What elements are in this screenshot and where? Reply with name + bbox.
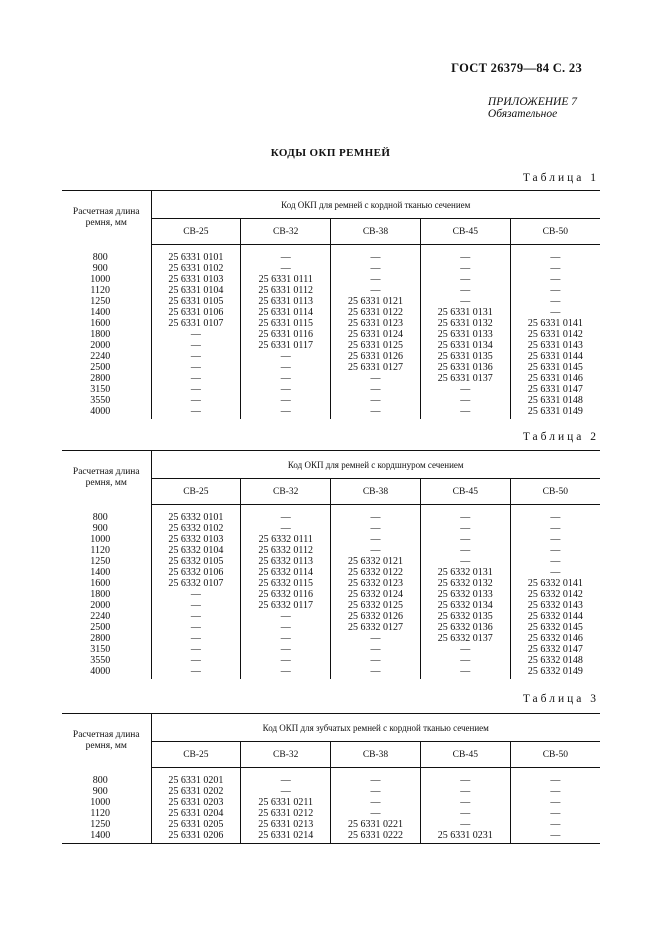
okp-code-cell: 25 6332 0114 bbox=[241, 567, 331, 578]
okp-code-cell: — bbox=[151, 351, 241, 362]
table-row bbox=[62, 395, 600, 406]
okp-table-2 bbox=[62, 450, 600, 679]
okp-code-cell: — bbox=[151, 644, 241, 655]
okp-code-header: Код ОКП для зубчатых ремней с кордной тканью сечением bbox=[151, 714, 600, 742]
okp-code-cell: — bbox=[420, 285, 510, 296]
okp-code-cell: — bbox=[331, 768, 421, 787]
okp-code-cell: 25 6331 0144 bbox=[527, 351, 583, 362]
okp-code-cell: — bbox=[151, 633, 241, 644]
okp-code-cell: 25 6332 0125 bbox=[331, 600, 421, 611]
belt-length-cell: 2500 bbox=[62, 622, 151, 633]
okp-code-cell: 25 6332 0103 bbox=[151, 534, 241, 545]
okp-code-cell: 25 6331 0147 bbox=[527, 384, 583, 395]
okp-code-cell: — bbox=[550, 786, 561, 797]
table-row bbox=[62, 274, 600, 285]
okp-code-cell: 25 6331 0136 bbox=[420, 362, 510, 373]
okp-code-cell: — bbox=[331, 406, 421, 419]
okp-code-cell: — bbox=[241, 263, 331, 274]
okp-code-cell: 25 6332 0106 bbox=[151, 567, 241, 578]
okp-code-cell: 25 6332 0121 bbox=[331, 556, 421, 567]
table-2-caption: Таблица 2 bbox=[522, 431, 599, 443]
okp-code-cell: — bbox=[420, 797, 510, 808]
page-title: КОДЫ ОКП РЕМНЕЙ bbox=[270, 147, 391, 159]
okp-code-cell: 25 6332 0133 bbox=[420, 589, 510, 600]
belt-length-cell: 1600 bbox=[62, 318, 151, 329]
okp-code-cell: — bbox=[241, 666, 331, 679]
okp-code-cell: — bbox=[420, 505, 510, 524]
belt-length-cell: 1250 bbox=[62, 296, 151, 307]
okp-code-cell: — bbox=[550, 567, 561, 578]
table-row bbox=[62, 567, 600, 578]
appendix-label: ПРИЛОЖЕНИЕ 7 bbox=[487, 96, 577, 108]
okp-code-cell: 25 6331 0137 bbox=[420, 373, 510, 384]
okp-code-cell: — bbox=[331, 808, 421, 819]
okp-code-cell: 25 6332 0107 bbox=[151, 578, 241, 589]
okp-code-cell: 25 6331 0111 bbox=[241, 274, 331, 285]
section-header: СВ-38 bbox=[331, 479, 421, 505]
table-row bbox=[62, 622, 600, 633]
table-row bbox=[62, 406, 600, 419]
okp-code-cell: 25 6331 0105 bbox=[151, 296, 241, 307]
okp-code-cell: 25 6331 0121 bbox=[331, 296, 421, 307]
okp-code-cell: — bbox=[331, 523, 421, 534]
okp-code-cell: — bbox=[550, 534, 561, 545]
section-header: СВ-38 bbox=[331, 219, 421, 245]
okp-code-cell: — bbox=[241, 406, 331, 419]
okp-code-cell: 25 6331 0141 bbox=[527, 318, 583, 329]
okp-code-cell: — bbox=[241, 373, 331, 384]
belt-length-cell: 800 bbox=[62, 768, 151, 787]
okp-code-header: Код ОКП для ремней с кордной тканью сечением bbox=[151, 191, 600, 219]
okp-code-cell: — bbox=[420, 786, 510, 797]
okp-code-cell: — bbox=[550, 523, 561, 534]
table-1-caption: Таблица 1 bbox=[522, 172, 599, 184]
appendix-note: Обязательное bbox=[487, 108, 558, 120]
section-header: СВ-32 bbox=[241, 479, 331, 505]
belt-length-cell: 2240 bbox=[62, 351, 151, 362]
table-row bbox=[62, 373, 600, 384]
okp-code-cell: 25 6331 0148 bbox=[527, 395, 583, 406]
okp-code-cell: 25 6331 0115 bbox=[241, 318, 331, 329]
okp-code-cell: — bbox=[420, 666, 510, 679]
okp-code-cell: 25 6331 0112 bbox=[241, 285, 331, 296]
belt-length-cell: 900 bbox=[62, 523, 151, 534]
okp-code-cell: — bbox=[151, 655, 241, 666]
okp-code-cell: — bbox=[241, 362, 331, 373]
okp-code-cell: 25 6332 0115 bbox=[241, 578, 331, 589]
page-header-gost: ГОСТ 26379—84 С. 23 bbox=[451, 61, 582, 75]
okp-code-cell: 25 6331 0117 bbox=[241, 340, 331, 351]
table-row bbox=[62, 611, 600, 622]
belt-length-cell: 3550 bbox=[62, 655, 151, 666]
okp-code-cell: — bbox=[420, 644, 510, 655]
okp-code-cell: — bbox=[241, 505, 331, 524]
table-row bbox=[62, 523, 600, 534]
okp-code-cell: 25 6331 0204 bbox=[151, 808, 241, 819]
okp-code-cell: — bbox=[420, 768, 510, 787]
okp-code-cell: — bbox=[550, 797, 561, 808]
section-header: СВ-50 bbox=[510, 742, 600, 768]
okp-code-cell: — bbox=[331, 245, 421, 264]
okp-code-cell: — bbox=[331, 285, 421, 296]
okp-code-cell: 25 6331 0133 bbox=[420, 329, 510, 340]
table-row bbox=[62, 505, 600, 524]
okp-code-cell: 25 6331 0107 bbox=[151, 318, 241, 329]
table-row bbox=[62, 666, 600, 679]
table-row bbox=[62, 263, 600, 274]
table-row bbox=[62, 600, 600, 611]
okp-code-cell: — bbox=[151, 384, 241, 395]
table-row bbox=[62, 633, 600, 644]
okp-code-cell: 25 6332 0104 bbox=[151, 545, 241, 556]
okp-code-cell: — bbox=[151, 589, 241, 600]
okp-code-cell: 25 6331 0131 bbox=[420, 307, 510, 318]
okp-code-cell: 25 6332 0148 bbox=[527, 655, 583, 666]
section-header: СВ-45 bbox=[420, 742, 510, 768]
table-row bbox=[62, 768, 600, 787]
okp-code-cell: — bbox=[331, 373, 421, 384]
belt-length-cell: 2500 bbox=[62, 362, 151, 373]
okp-code-cell: 25 6332 0147 bbox=[527, 644, 583, 655]
okp-code-cell: — bbox=[151, 362, 241, 373]
okp-code-cell: — bbox=[241, 611, 331, 622]
okp-code-cell: — bbox=[420, 395, 510, 406]
okp-code-cell: 25 6332 0135 bbox=[420, 611, 510, 622]
length-column-header: Расчетная длина ремня, мм bbox=[62, 191, 151, 245]
okp-code-cell: 25 6331 0205 bbox=[151, 819, 241, 830]
belt-length-cell: 800 bbox=[62, 245, 151, 264]
okp-code-cell: 25 6332 0134 bbox=[420, 600, 510, 611]
okp-code-cell: 25 6332 0116 bbox=[241, 589, 331, 600]
okp-code-cell: — bbox=[241, 523, 331, 534]
okp-code-cell: 25 6331 0104 bbox=[151, 285, 241, 296]
belt-length-cell: 900 bbox=[62, 263, 151, 274]
okp-code-cell: — bbox=[420, 655, 510, 666]
okp-code-cell: — bbox=[550, 556, 561, 567]
table-row bbox=[62, 655, 600, 666]
okp-code-cell: — bbox=[331, 633, 421, 644]
okp-code-cell: — bbox=[550, 285, 561, 296]
okp-code-cell: — bbox=[331, 384, 421, 395]
table-row bbox=[62, 351, 600, 362]
belt-length-cell: 2000 bbox=[62, 600, 151, 611]
okp-code-cell: — bbox=[331, 644, 421, 655]
okp-code-cell: 25 6332 0112 bbox=[241, 545, 331, 556]
appendix-block bbox=[488, 96, 577, 120]
okp-code-cell: — bbox=[241, 644, 331, 655]
belt-length-cell: 1120 bbox=[62, 545, 151, 556]
okp-code-cell: — bbox=[151, 406, 241, 419]
okp-code-cell: — bbox=[420, 274, 510, 285]
okp-table-1 bbox=[62, 190, 600, 419]
okp-code-cell: 25 6332 0132 bbox=[420, 578, 510, 589]
okp-code-cell: 25 6332 0111 bbox=[241, 534, 331, 545]
okp-code-cell: 25 6331 0101 bbox=[151, 245, 241, 264]
okp-code-cell: — bbox=[550, 307, 561, 318]
okp-code-cell: — bbox=[331, 545, 421, 556]
table-row bbox=[62, 808, 600, 819]
okp-code-cell: — bbox=[331, 274, 421, 285]
okp-code-cell: — bbox=[420, 263, 510, 274]
okp-code-cell: 25 6332 0105 bbox=[151, 556, 241, 567]
okp-code-cell: — bbox=[151, 395, 241, 406]
belt-length-cell: 900 bbox=[62, 786, 151, 797]
okp-code-cell: — bbox=[331, 797, 421, 808]
okp-code-cell: 25 6332 0101 bbox=[151, 505, 241, 524]
belt-length-cell: 2240 bbox=[62, 611, 151, 622]
okp-code-cell: 25 6332 0124 bbox=[331, 589, 421, 600]
belt-length-cell: 1120 bbox=[62, 285, 151, 296]
section-header: СВ-38 bbox=[331, 742, 421, 768]
okp-code-cell: — bbox=[331, 666, 421, 679]
section-header: СВ-45 bbox=[420, 219, 510, 245]
belt-length-cell: 2000 bbox=[62, 340, 151, 351]
okp-code-cell: 25 6332 0141 bbox=[527, 578, 583, 589]
okp-code-cell: — bbox=[151, 329, 241, 340]
belt-length-cell: 3550 bbox=[62, 395, 151, 406]
belt-length-cell: 1000 bbox=[62, 534, 151, 545]
okp-code-cell: — bbox=[151, 611, 241, 622]
okp-code-cell: 25 6331 0231 bbox=[420, 830, 510, 844]
table-row bbox=[62, 296, 600, 307]
table-row bbox=[62, 329, 600, 340]
okp-code-cell: — bbox=[241, 384, 331, 395]
okp-code-cell: — bbox=[420, 534, 510, 545]
okp-code-cell: — bbox=[420, 545, 510, 556]
okp-code-cell: — bbox=[420, 556, 510, 567]
okp-code-cell: 25 6331 0102 bbox=[151, 263, 241, 274]
belt-length-cell: 1600 bbox=[62, 578, 151, 589]
okp-code-cell: — bbox=[420, 808, 510, 819]
okp-code-cell: 25 6332 0146 bbox=[527, 633, 583, 644]
okp-code-cell: 25 6331 0134 bbox=[420, 340, 510, 351]
okp-code-cell: — bbox=[241, 633, 331, 644]
belt-length-cell: 1250 bbox=[62, 556, 151, 567]
okp-code-cell: — bbox=[550, 545, 561, 556]
section-header: СВ-50 bbox=[510, 219, 600, 245]
okp-code-cell: 25 6331 0221 bbox=[331, 819, 421, 830]
okp-code-cell: — bbox=[420, 384, 510, 395]
okp-code-cell: — bbox=[151, 666, 241, 679]
okp-code-cell: 25 6331 0143 bbox=[527, 340, 583, 351]
okp-code-cell: — bbox=[550, 274, 561, 285]
table-row bbox=[62, 318, 600, 329]
okp-code-cell: — bbox=[331, 655, 421, 666]
okp-code-cell: 25 6331 0123 bbox=[331, 318, 421, 329]
okp-code-cell: 25 6331 0202 bbox=[151, 786, 241, 797]
okp-code-cell: 25 6331 0132 bbox=[420, 318, 510, 329]
okp-code-cell: 25 6331 0127 bbox=[331, 362, 421, 373]
okp-code-cell: 25 6331 0106 bbox=[151, 307, 241, 318]
okp-code-cell: 25 6332 0126 bbox=[331, 611, 421, 622]
table-row bbox=[62, 384, 600, 395]
okp-code-cell: — bbox=[151, 622, 241, 633]
table-row bbox=[62, 534, 600, 545]
okp-code-cell: 25 6332 0123 bbox=[331, 578, 421, 589]
okp-code-cell: 25 6332 0127 bbox=[331, 622, 421, 633]
belt-length-cell: 1800 bbox=[62, 329, 151, 340]
belt-length-cell: 4000 bbox=[62, 406, 151, 419]
okp-code-cell: 25 6331 0116 bbox=[241, 329, 331, 340]
okp-code-cell: — bbox=[550, 819, 561, 830]
okp-code-cell: — bbox=[420, 245, 510, 264]
belt-length-cell: 1000 bbox=[62, 274, 151, 285]
okp-table-3 bbox=[62, 713, 600, 844]
okp-code-cell: — bbox=[331, 505, 421, 524]
okp-code-cell: 25 6332 0137 bbox=[420, 633, 510, 644]
okp-code-cell: — bbox=[510, 830, 600, 844]
okp-code-cell: — bbox=[420, 523, 510, 534]
section-header: СВ-32 bbox=[241, 219, 331, 245]
okp-code-cell: — bbox=[151, 340, 241, 351]
okp-code-cell: — bbox=[331, 263, 421, 274]
okp-code-cell: 25 6331 0222 bbox=[331, 830, 421, 844]
okp-code-cell: — bbox=[420, 819, 510, 830]
okp-code-cell: — bbox=[550, 252, 561, 263]
okp-code-cell: 25 6331 0213 bbox=[241, 819, 331, 830]
okp-code-cell: 25 6331 0211 bbox=[241, 797, 331, 808]
table-row bbox=[62, 578, 600, 589]
okp-code-cell: — bbox=[331, 395, 421, 406]
table-row bbox=[62, 830, 600, 844]
okp-code-cell: — bbox=[241, 655, 331, 666]
okp-code-cell: — bbox=[550, 296, 561, 307]
okp-code-cell: 25 6331 0212 bbox=[241, 808, 331, 819]
okp-code-header: Код ОКП для ремней с кордшнуром сечением bbox=[151, 451, 600, 479]
table-row bbox=[62, 797, 600, 808]
okp-code-cell: — bbox=[241, 351, 331, 362]
table-row bbox=[62, 545, 600, 556]
section-header: СВ-32 bbox=[241, 742, 331, 768]
okp-code-cell: 25 6332 0149 bbox=[527, 666, 583, 677]
okp-code-cell: — bbox=[241, 245, 331, 264]
okp-code-cell: — bbox=[151, 600, 241, 611]
length-column-header: Расчетная длина ремня, мм bbox=[62, 714, 151, 768]
table-3-caption: Таблица 3 bbox=[522, 693, 599, 705]
okp-code-cell: 25 6331 0125 bbox=[331, 340, 421, 351]
okp-code-cell: 25 6331 0203 bbox=[151, 797, 241, 808]
okp-code-cell: — bbox=[550, 263, 561, 274]
okp-code-cell: — bbox=[241, 786, 331, 797]
okp-code-cell: 25 6331 0145 bbox=[527, 362, 583, 373]
okp-code-cell: — bbox=[241, 768, 331, 787]
table-row bbox=[62, 644, 600, 655]
okp-code-cell: 25 6331 0214 bbox=[241, 830, 331, 844]
okp-code-cell: 25 6332 0142 bbox=[527, 589, 583, 600]
section-header: СВ-50 bbox=[510, 479, 600, 505]
okp-code-cell: 25 6331 0113 bbox=[241, 296, 331, 307]
okp-code-cell: — bbox=[331, 534, 421, 545]
okp-code-cell: 25 6332 0143 bbox=[527, 600, 583, 611]
belt-length-cell: 1400 bbox=[62, 830, 151, 844]
table-row bbox=[62, 786, 600, 797]
okp-code-cell: 25 6332 0117 bbox=[241, 600, 331, 611]
section-header: СВ-25 bbox=[151, 479, 241, 505]
length-column-header: Расчетная длина ремня, мм bbox=[62, 451, 151, 505]
okp-code-cell: 25 6331 0142 bbox=[527, 329, 583, 340]
belt-length-cell: 3150 bbox=[62, 644, 151, 655]
okp-code-cell: — bbox=[241, 395, 331, 406]
okp-code-cell: — bbox=[550, 512, 561, 523]
table-row bbox=[62, 362, 600, 373]
okp-code-cell: 25 6331 0114 bbox=[241, 307, 331, 318]
okp-code-cell: 25 6331 0146 bbox=[527, 373, 583, 384]
okp-code-cell: 25 6332 0144 bbox=[527, 611, 583, 622]
okp-code-cell: — bbox=[241, 622, 331, 633]
table-row bbox=[62, 556, 600, 567]
table-row bbox=[62, 819, 600, 830]
okp-code-cell: 25 6331 0206 bbox=[151, 830, 241, 844]
okp-code-cell: 25 6332 0102 bbox=[151, 523, 241, 534]
belt-length-cell: 1000 bbox=[62, 797, 151, 808]
belt-length-cell: 1800 bbox=[62, 589, 151, 600]
okp-code-cell: 25 6332 0136 bbox=[420, 622, 510, 633]
okp-code-cell: 25 6331 0103 bbox=[151, 274, 241, 285]
belt-length-cell: 2800 bbox=[62, 373, 151, 384]
section-header: СВ-25 bbox=[151, 742, 241, 768]
belt-length-cell: 1120 bbox=[62, 808, 151, 819]
belt-length-cell: 4000 bbox=[62, 666, 151, 679]
table-row bbox=[62, 307, 600, 318]
table-row bbox=[62, 285, 600, 296]
okp-code-cell: 25 6332 0122 bbox=[331, 567, 421, 578]
section-header: СВ-45 bbox=[420, 479, 510, 505]
okp-code-cell: 25 6331 0122 bbox=[331, 307, 421, 318]
okp-code-cell: 25 6331 0149 bbox=[527, 406, 583, 417]
okp-code-cell: — bbox=[550, 775, 561, 786]
table-row bbox=[62, 589, 600, 600]
okp-code-cell: — bbox=[420, 296, 510, 307]
table-row bbox=[62, 245, 600, 264]
belt-length-cell: 1400 bbox=[62, 567, 151, 578]
okp-code-cell: — bbox=[420, 406, 510, 419]
okp-code-cell: 25 6331 0124 bbox=[331, 329, 421, 340]
table-row bbox=[62, 340, 600, 351]
okp-code-cell: — bbox=[331, 786, 421, 797]
belt-length-cell: 3150 bbox=[62, 384, 151, 395]
okp-code-cell: 25 6332 0131 bbox=[420, 567, 510, 578]
okp-code-cell: — bbox=[550, 808, 561, 819]
okp-code-cell: 25 6332 0145 bbox=[527, 622, 583, 633]
okp-code-cell: 25 6331 0135 bbox=[420, 351, 510, 362]
okp-code-cell: 25 6331 0201 bbox=[151, 768, 241, 787]
belt-length-cell: 1250 bbox=[62, 819, 151, 830]
belt-length-cell: 1400 bbox=[62, 307, 151, 318]
section-header: СВ-25 bbox=[151, 219, 241, 245]
okp-code-cell: 25 6331 0126 bbox=[331, 351, 421, 362]
belt-length-cell: 800 bbox=[62, 505, 151, 524]
okp-code-cell: — bbox=[151, 373, 241, 384]
okp-code-cell: 25 6332 0113 bbox=[241, 556, 331, 567]
belt-length-cell: 2800 bbox=[62, 633, 151, 644]
